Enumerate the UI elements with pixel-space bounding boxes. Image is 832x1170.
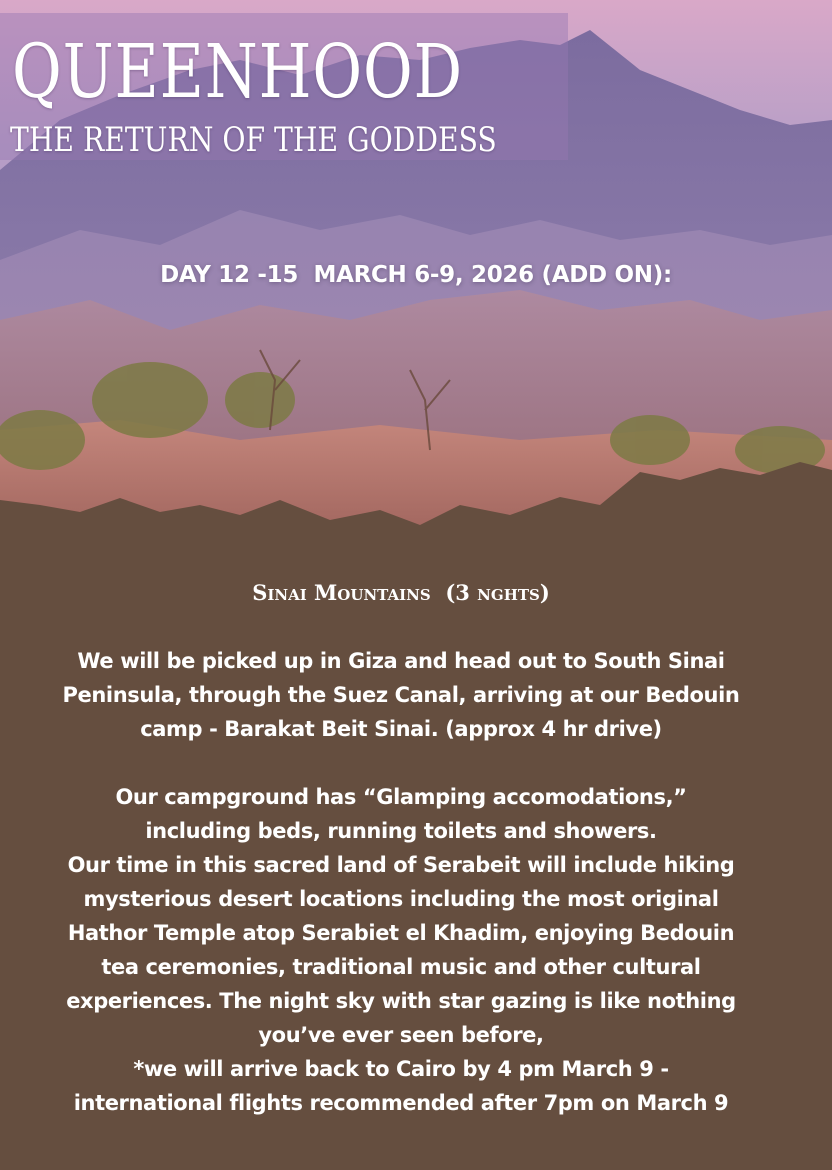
text-line: *we will arrive back to Cairo by 4 pm March 9 - xyxy=(133,1057,669,1081)
text-line: international flights recommended after 7pm on March 9 xyxy=(73,1091,729,1115)
text-line: Our time in this sacred land of Serabeit will include hiking xyxy=(67,853,735,877)
text-line: Our campground has “Glamping accomodations,” xyxy=(115,785,687,809)
title-banner xyxy=(0,13,568,160)
brand-title: QUEENHOOD xyxy=(12,29,464,115)
text-line: camp - Barakat Beit Sinai. (approx 4 hr drive) xyxy=(140,717,662,741)
text-line: you’ve ever seen before, xyxy=(258,1023,544,1047)
date-heading: DAY 12 -15 MARCH 6-9, 2026 (ADD ON): xyxy=(160,262,672,288)
body-text xyxy=(14,644,788,1120)
text-line: Peninsula, through the Suez Canal, arriving at our Bedouin xyxy=(62,683,740,707)
section-heading: Sinai Mountains (3 nghts) xyxy=(252,580,550,605)
text-line: including beds, running toilets and showers. xyxy=(145,819,657,843)
text-line: tea ceremonies, traditional music and other cultural xyxy=(101,955,701,979)
text-line: experiences. The night sky with star gazing is like nothing xyxy=(66,989,736,1013)
paragraph-1 xyxy=(14,644,788,746)
paragraph-2 xyxy=(14,780,788,1120)
text-line: mysterious desert locations including the most original xyxy=(83,887,719,911)
text-line: We will be picked up in Giza and head out to South Sinai xyxy=(77,649,725,673)
brand-subtitle: THE RETURN OF THE GODDESS xyxy=(10,120,497,160)
text-line: Hathor Temple atop Serabiet el Khadim, enjoying Bedouin xyxy=(67,921,735,945)
